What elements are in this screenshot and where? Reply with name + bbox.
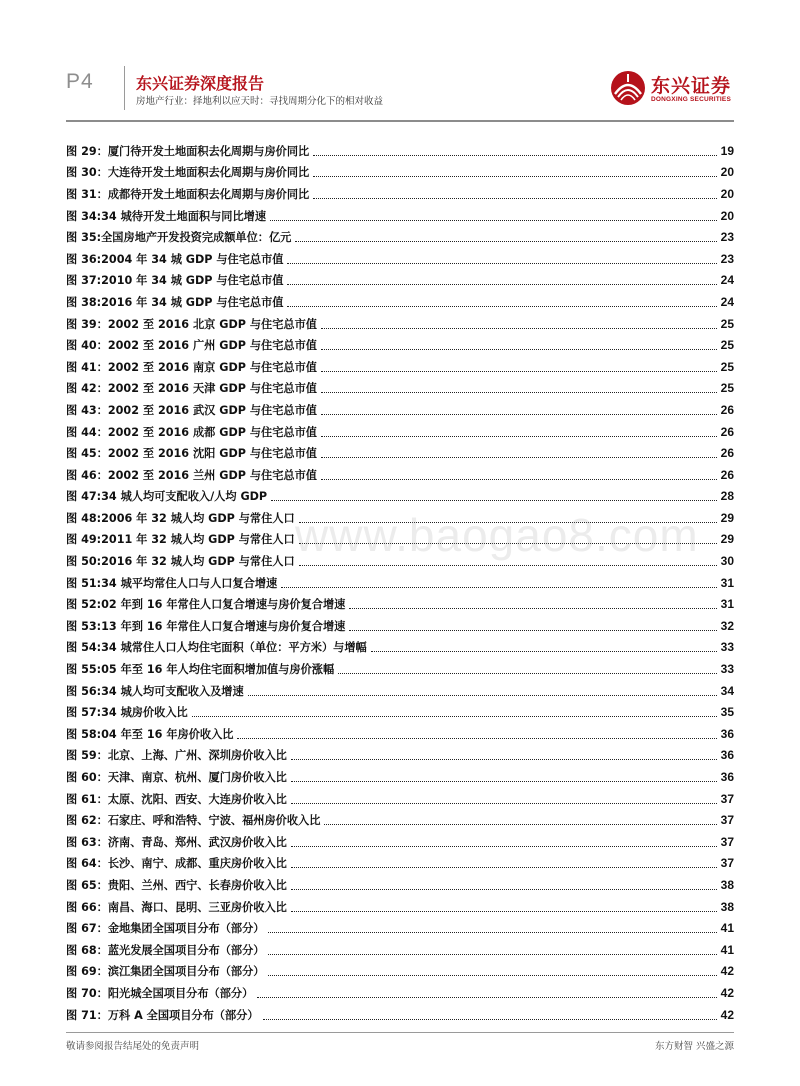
toc-entry[interactable] [66,572,734,594]
toc-leader-dots [192,715,717,717]
toc-entry[interactable] [66,464,734,486]
toc-entry[interactable] [66,205,734,227]
logo-name-en: DONGXING SECURITIES [651,96,732,103]
toc-entry-label: 图 40：2002 至 2016 广州 GDP 与住宅总市值 [66,339,317,353]
toc-entry-label: 图 39：2002 至 2016 北京 GDP 与住宅总市值 [66,317,317,331]
toc-entry-label: 图 41：2002 至 2016 南京 GDP 与住宅总市值 [66,360,317,374]
toc-entry-page: 26 [720,402,734,417]
toc-leader-dots [295,240,716,242]
toc-leader-dots [263,1018,717,1020]
toc-entry-page: 33 [720,662,734,677]
toc-leader-dots [291,780,717,782]
toc-leader-dots [371,650,717,652]
toc-entry-page: 41 [720,942,734,957]
toc-entry-label: 图 36:2004 年 34 城 GDP 与住宅总市值 [66,252,284,266]
toc-entry[interactable] [66,788,734,810]
toc-entry-label: 图 65：贵阳、兰州、西宁、长春房价收入比 [66,878,287,892]
toc-entry[interactable] [66,291,734,313]
toc-entry[interactable] [66,896,734,918]
toc-leader-dots [291,888,717,890]
toc-leader-dots [349,629,716,631]
footer-slogan: 东方财智 兴盛之源 [654,1041,734,1052]
toc-entry-page: 31 [720,575,734,590]
toc-entry[interactable] [66,378,734,400]
footer-rule [66,1032,734,1033]
toc-entry-page: 42 [720,985,734,1000]
toc-entry[interactable] [66,442,734,464]
toc-entry-page: 25 [720,381,734,396]
toc-entry-page: 34 [720,683,734,698]
toc-entry-page: 37 [720,834,734,849]
toc-entry-page: 38 [720,899,734,914]
toc-leader-dots [287,305,716,307]
toc-entry-label: 图 42：2002 至 2016 天津 GDP 与住宅总市值 [66,382,317,396]
toc-entry[interactable] [66,313,734,335]
toc-entry-label: 图 34:34 城待开发土地面积与同比增速 [66,209,267,223]
toc-entry[interactable] [66,637,734,659]
watermark: www.baogao8.com [295,509,699,561]
header-rule [66,120,734,122]
toc-leader-dots [349,607,716,609]
toc-leader-dots [299,564,717,566]
toc-entry-page: 26 [720,424,734,439]
toc-entry-page: 19 [720,143,734,158]
toc-entry-page: 25 [720,359,734,374]
toc-entry-page: 37 [720,791,734,806]
company-logo [610,70,735,110]
toc-entry-label: 图 50:2016 年 32 城人均 GDP 与常住人口 [66,555,295,569]
toc-entry[interactable] [66,723,734,745]
toc-entry-label: 图 56:34 城人均可支配收入及增速 [66,684,244,698]
toc-leader-dots [270,219,717,221]
logo-name-cn: 东兴证券 [651,75,732,97]
toc-entry-page: 26 [720,446,734,461]
page-number: P4 [66,70,94,93]
toc-leader-dots [271,499,717,501]
toc-entry[interactable] [66,874,734,896]
toc-entry-label: 图 70：阳光城全国项目分布（部分） [66,986,254,1000]
toc-entry-page: 36 [720,770,734,785]
toc-entry[interactable] [66,334,734,356]
toc-leader-dots [321,478,717,480]
toc-leader-dots [281,586,716,588]
toc-leader-dots [321,327,717,329]
toc-entry[interactable] [66,961,734,983]
toc-entry[interactable] [66,183,734,205]
toc-leader-dots [291,845,717,847]
toc-entry-label: 图 52:02 年到 16 年常住人口复合增速与房价复合增速 [66,598,346,612]
toc-leader-dots [268,974,716,976]
toc-entry[interactable] [66,831,734,853]
toc-entry-page: 26 [720,467,734,482]
toc-entry-label: 图 61：太原、沈阳、西安、大连房价收入比 [66,792,287,806]
toc-entry-label: 图 48:2006 年 32 城人均 GDP 与常住人口 [66,511,295,525]
toc-leader-dots [321,456,717,458]
toc-entry-label: 图 67：金地集团全国项目分布（部分） [66,922,265,936]
toc-entry[interactable] [66,248,734,270]
toc-entry[interactable] [66,766,734,788]
report-subtitle: 房地产行业：择地利以应天时：寻找周期分化下的相对收益 [136,96,384,107]
toc-entry[interactable] [66,917,734,939]
toc-leader-dots [321,348,717,350]
toc-entry-label: 图 53:13 年到 16 年常住人口复合增速与房价复合增速 [66,619,346,633]
toc-entry-page: 25 [720,316,734,331]
toc-entry-label: 图 31：成都待开发土地面积去化周期与房价同比 [66,187,310,201]
toc-entry-label: 图 47:34 城人均可支配收入/人均 GDP [66,490,268,504]
toc-entry-label: 图 63：济南、青岛、郑州、武汉房价收入比 [66,835,287,849]
toc-entry-label: 图 51:34 城平均常住人口与人口复合增速 [66,576,278,590]
toc-leader-dots [324,823,716,825]
toc-entry[interactable] [66,356,734,378]
toc-entry-label: 图 62：石家庄、呼和浩特、宁波、福州房价收入比 [66,814,321,828]
toc-entry-label: 图 43：2002 至 2016 武汉 GDP 与住宅总市值 [66,403,317,417]
toc-leader-dots [321,435,717,437]
toc-entry-label: 图 46：2002 至 2016 兰州 GDP 与住宅总市值 [66,468,317,482]
toc-entry-label: 图 69：滨江集团全国项目分布（部分） [66,965,265,979]
toc-leader-dots [321,413,717,415]
toc-entry[interactable] [66,939,734,961]
toc-leader-dots [287,262,716,264]
toc-entry-page: 42 [720,1007,734,1022]
toc-entry-label: 图 68：蓝光发展全国项目分布（部分） [66,943,265,957]
toc-entry-page: 30 [720,554,734,569]
toc-entry-page: 42 [720,964,734,979]
toc-entry-page: 36 [720,726,734,741]
toc-entry-label: 图 66：南昌、海口、昆明、三亚房价收入比 [66,900,287,914]
dongxing-logo-icon [610,70,646,106]
toc-entry-page: 23 [720,230,734,245]
toc-entry[interactable] [66,486,734,508]
toc-leader-dots [313,154,716,156]
toc-entry[interactable] [66,658,734,680]
toc-entry-page: 41 [720,921,734,936]
toc-entry-page: 29 [720,532,734,547]
toc-entry-page: 31 [720,597,734,612]
toc-leader-dots [291,910,717,912]
toc-entry[interactable] [66,1004,734,1026]
toc-entry-label: 图 45：2002 至 2016 沈阳 GDP 与住宅总市值 [66,447,317,461]
toc-leader-dots [291,802,717,804]
figure-index [66,140,734,1025]
toc-leader-dots [291,758,717,760]
toc-entry-label: 图 58:04 年至 16 年房价收入比 [66,727,234,741]
toc-leader-dots [257,996,716,998]
toc-entry-page: 37 [720,813,734,828]
toc-entry-page: 20 [720,208,734,223]
toc-entry-label: 图 71：万科 A 全国项目分布（部分） [66,1008,259,1022]
toc-entry-page: 24 [720,294,734,309]
toc-entry[interactable] [66,162,734,184]
toc-entry-label: 图 37:2010 年 34 城 GDP 与住宅总市值 [66,274,284,288]
toc-entry-label: 图 59：北京、上海、广州、深圳房价收入比 [66,749,287,763]
toc-entry[interactable] [66,226,734,248]
toc-leader-dots [313,175,716,177]
toc-leader-dots [268,953,716,955]
toc-leader-dots [287,283,716,285]
toc-entry-label: 图 55:05 年至 16 年人均住宅面积增加值与房价涨幅 [66,663,335,677]
toc-entry[interactable] [66,745,734,767]
toc-entry[interactable] [66,853,734,875]
toc-entry[interactable] [66,680,734,702]
toc-leader-dots [268,931,716,933]
toc-entry-label: 图 64：长沙、南宁、成都、重庆房价收入比 [66,857,287,871]
toc-entry-page: 24 [720,273,734,288]
toc-entry[interactable] [66,701,734,723]
toc-entry-page: 32 [720,618,734,633]
toc-leader-dots [338,672,717,674]
toc-entry-page: 23 [720,251,734,266]
toc-entry-page: 29 [720,510,734,525]
toc-entry[interactable] [66,615,734,637]
toc-entry-page: 25 [720,338,734,353]
disclaimer-note: 敬请参阅报告结尾处的免责声明 [66,1041,200,1052]
toc-leader-dots [321,370,717,372]
toc-entry[interactable] [66,593,734,615]
toc-leader-dots [313,197,716,199]
toc-entry[interactable] [66,270,734,292]
toc-entry-page: 20 [720,165,734,180]
toc-entry-label: 图 49:2011 年 32 城人均 GDP 与常住人口 [66,533,295,547]
toc-entry-page: 38 [720,877,734,892]
toc-entry-page: 33 [720,640,734,655]
toc-leader-dots [321,391,717,393]
toc-leader-dots [237,737,716,739]
toc-entry[interactable] [66,809,734,831]
toc-entry-label: 图 38:2016 年 34 城 GDP 与住宅总市值 [66,295,284,309]
toc-entry[interactable] [66,140,734,162]
toc-entry-page: 28 [720,489,734,504]
toc-entry[interactable] [66,421,734,443]
toc-leader-dots [248,694,717,696]
toc-entry-label: 图 54:34 城常住人口人均住宅面积（单位：平方米）与增幅 [66,641,367,655]
toc-entry-label: 图 57:34 城房价收入比 [66,706,188,720]
page-header [0,0,800,122]
toc-entry[interactable] [66,399,734,421]
toc-entry-label: 图 30：大连待开发土地面积去化周期与房价同比 [66,166,310,180]
toc-entry-label: 图 29：厦门待开发土地面积去化周期与房价同比 [66,144,310,158]
header-divider [124,66,125,110]
toc-entry-page: 37 [720,856,734,871]
report-title: 东兴证券深度报告 [136,74,265,93]
toc-entry-label: 图 60：天津、南京、杭州、厦门房价收入比 [66,771,287,785]
toc-entry[interactable] [66,982,734,1004]
toc-entry-label: 图 44：2002 至 2016 成都 GDP 与住宅总市值 [66,425,317,439]
toc-entry-page: 35 [720,705,734,720]
toc-entry-page: 36 [720,748,734,763]
toc-entry-page: 20 [720,186,734,201]
toc-leader-dots [291,866,717,868]
toc-entry-label: 图 35:全国房地产开发投资完成额单位：亿元 [66,231,292,245]
